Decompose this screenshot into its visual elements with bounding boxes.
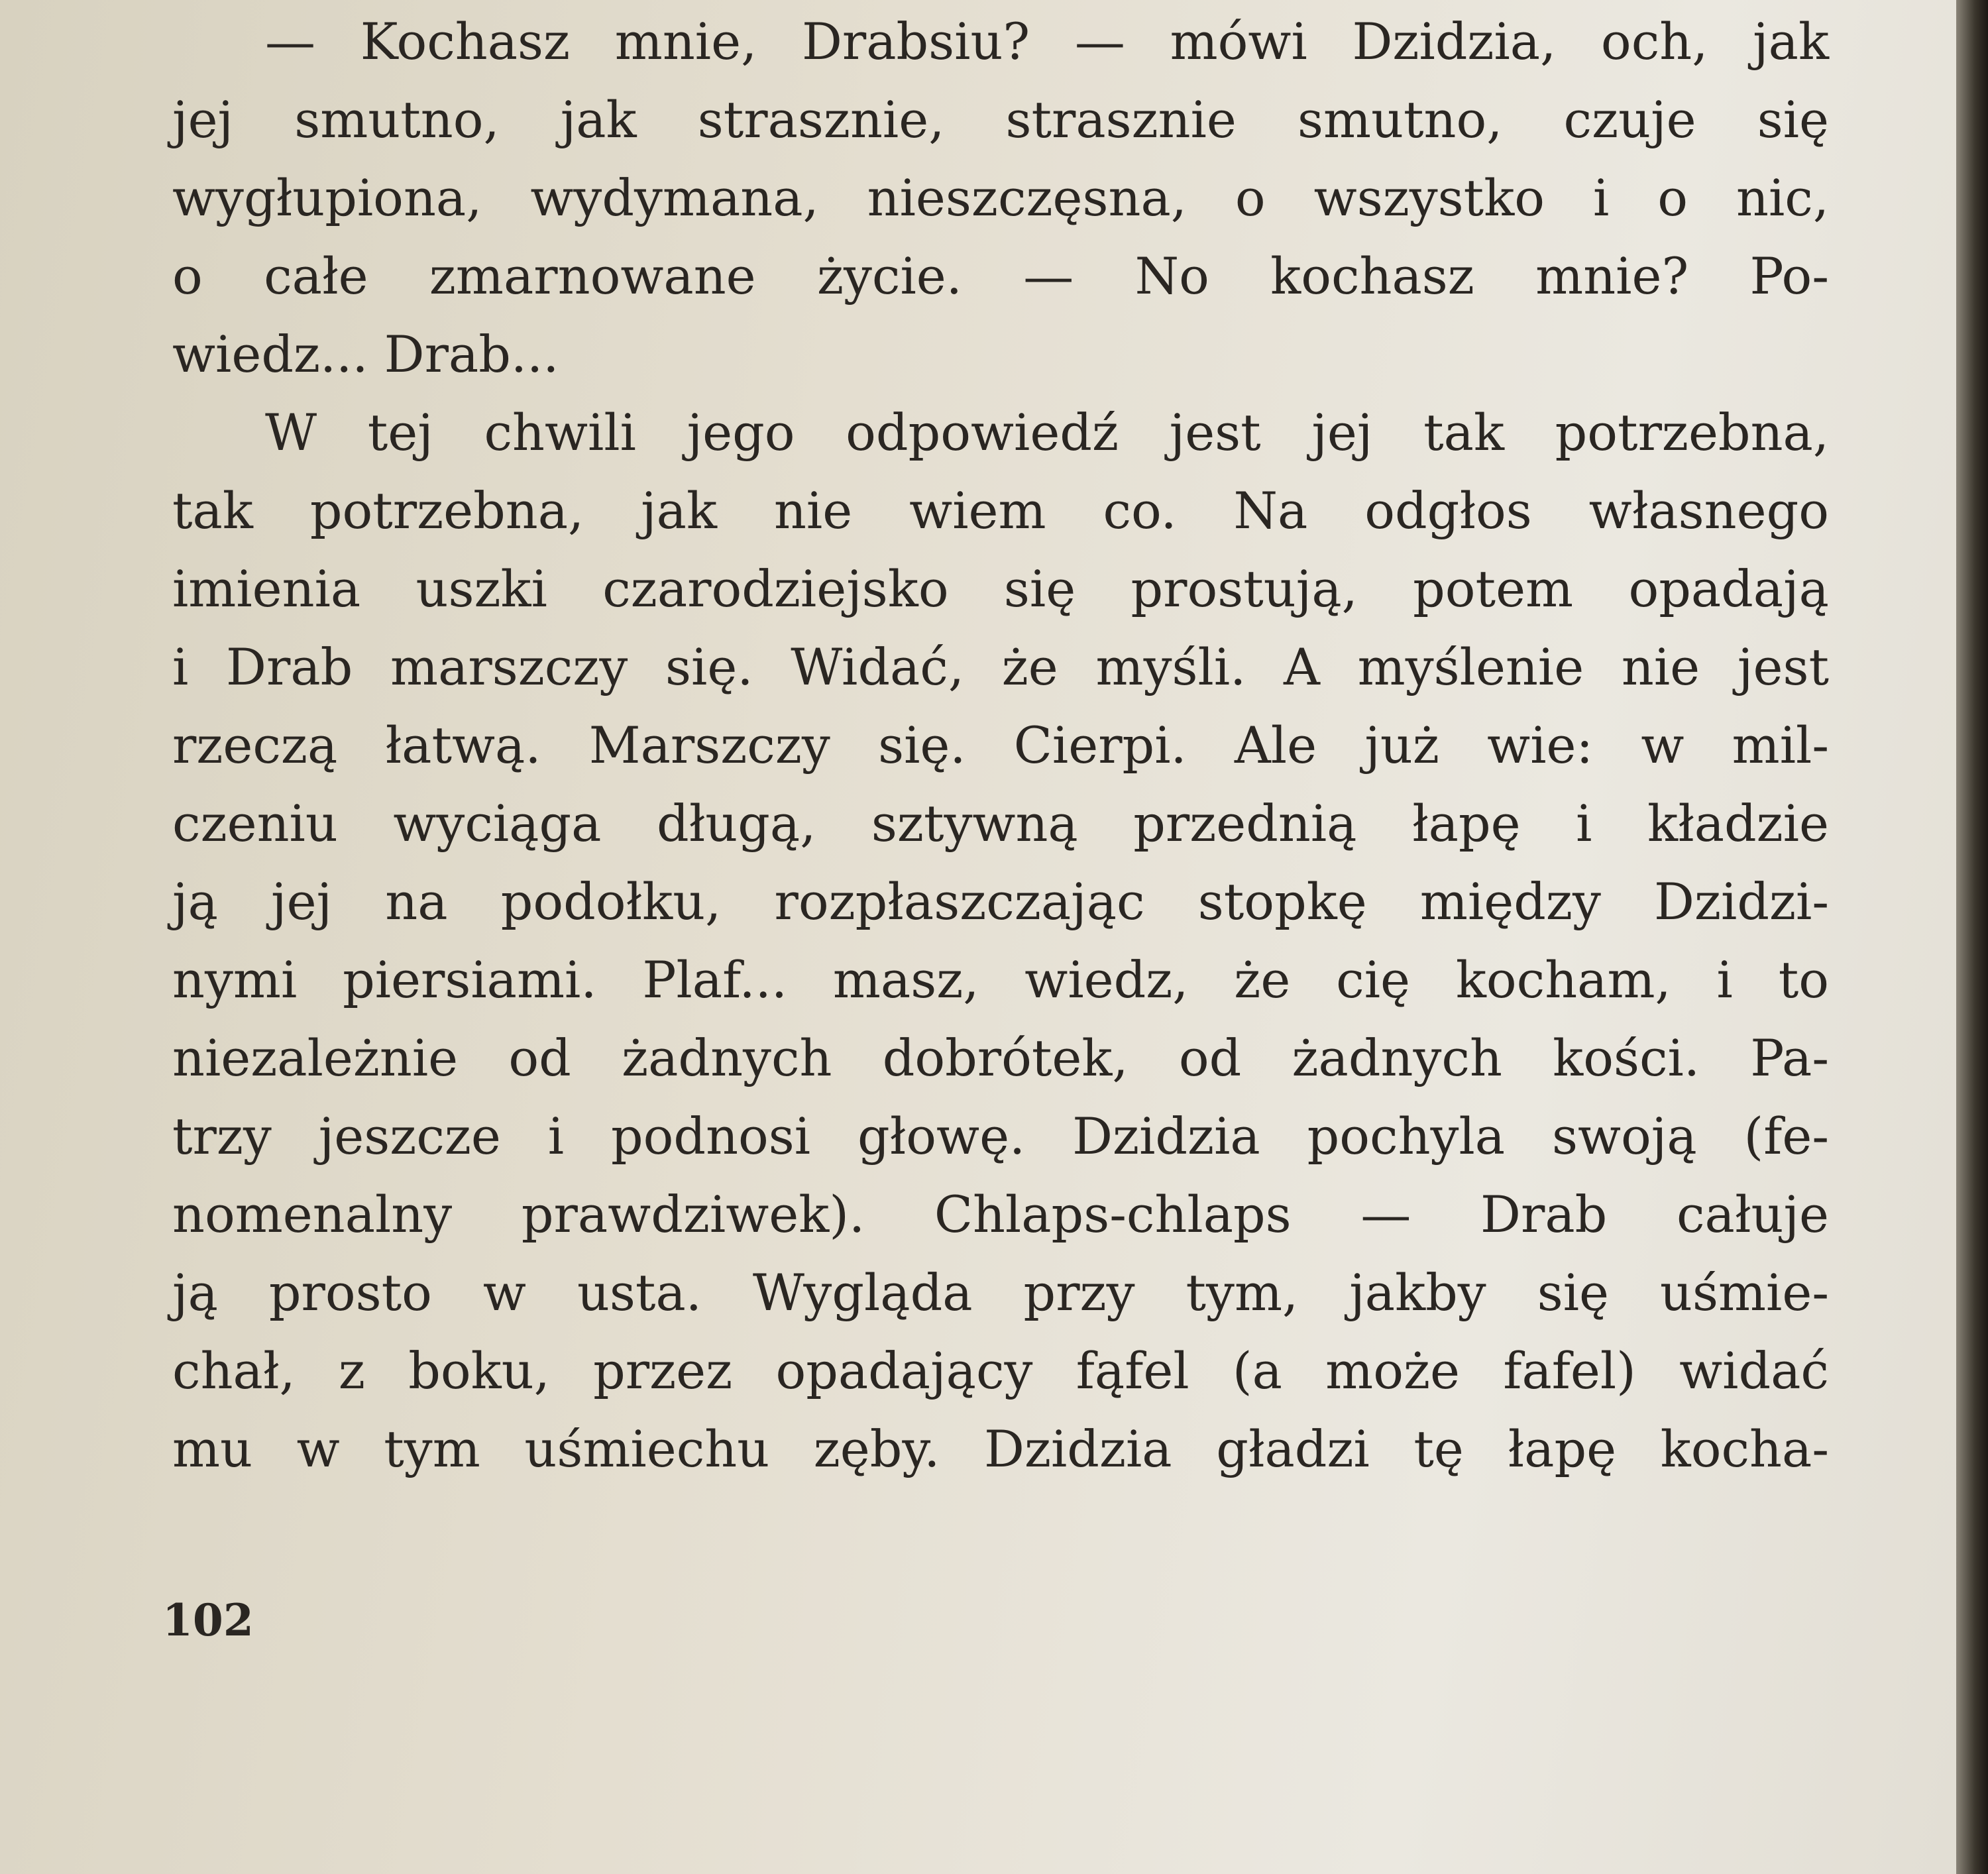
text-line: rzeczą łatwą. Marszczy się. Cierpi. Ale już wie: w mil- (172, 716, 1829, 775)
text-line: trzy jeszcze i podnosi głowę. Dzidzia pochyla swoją (fe- (172, 1107, 1829, 1166)
text-line: W tej chwili jego odpowiedź jest jej tak potrzebna, (265, 403, 1829, 462)
text-line: imienia uszki czarodziejsko się prostują, potem opadają (172, 559, 1829, 618)
text-line: nymi piersiami. Plaf... masz, wiedz, że cię kocham, i to (172, 950, 1829, 1009)
page-number: 102 (162, 1594, 254, 1646)
text-line: — Kochasz mnie, Drabsiu? — mówi Dzidzia, och, jak (265, 12, 1829, 71)
text-line: o całe zmarnowane życie. — No kochasz mnie? Po- (172, 247, 1829, 305)
book-spine-shadow (1956, 0, 1988, 1874)
text-line: czeniu wyciąga długą, sztywną przednią łapę i kładzie (172, 794, 1829, 853)
text-line: i Drab marszczy się. Widać, że myśli. A myślenie nie jest (172, 637, 1829, 696)
text-line: ją jej na podołku, rozpłaszczając stopkę między Dzidzi- (172, 872, 1829, 931)
text-line: tak potrzebna, jak nie wiem co. Na odgłos własnego (172, 481, 1829, 540)
text-line: wiedz... Drab... (172, 325, 559, 384)
text-line: chał, z boku, przez opadający fąfel (a może fafel) widać (172, 1341, 1829, 1400)
text-line: niezależnie od żadnych dobrótek, od żadnych kości. Pa- (172, 1028, 1829, 1087)
text-line: mu w tym uśmiechu zęby. Dzidzia gładzi tę łapę kocha- (172, 1419, 1829, 1478)
text-line: ją prosto w usta. Wygląda przy tym, jakby się uśmie- (172, 1263, 1829, 1322)
text-line: jej smutno, jak strasznie, strasznie smutno, czuje się (172, 90, 1829, 149)
text-line: wygłupiona, wydymana, nieszczęsna, o wszystko i o nic, (172, 168, 1829, 227)
text-line: nomenalny prawdziwek). Chlaps-chlaps — Drab całuje (172, 1185, 1829, 1244)
